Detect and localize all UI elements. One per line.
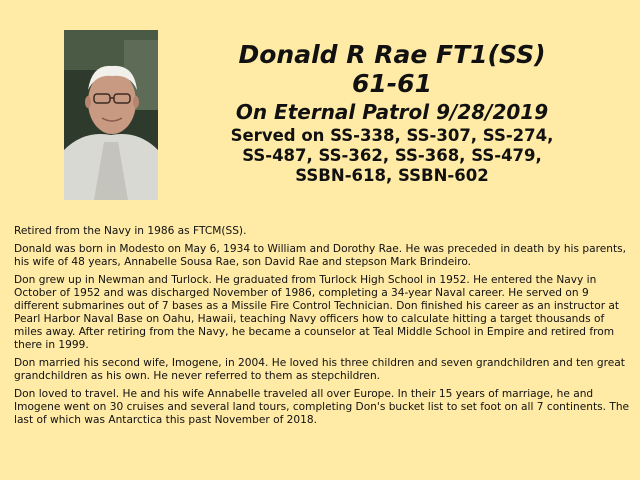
bio-paragraph: Don loved to travel. He and his wife Annabelle traveled all over Europe. In their 15 years of marriage, he and Imogene went on 30 cruises and several land tours, completing Don's bucket list to set foot on all 7 continents. The last of which was Antarctica this past November of 2018. — [14, 388, 630, 426]
hull-number: 61-61 — [352, 69, 432, 98]
member-name: Donald R Rae FT1(SS) — [238, 40, 546, 69]
bio-paragraph: Retired from the Navy in 1986 as FTCM(SS). — [14, 225, 247, 237]
eternal-patrol-date: On Eternal Patrol 9/28/2019 — [235, 100, 549, 124]
served-line: SSBN-618, SSBN-602 — [295, 166, 489, 185]
served-line: SS-487, SS-362, SS-368, SS-479, — [242, 146, 542, 165]
served-line: Served on SS-338, SS-307, SS-274, — [230, 126, 554, 145]
bio-paragraph: Don grew up in Newman and Turlock. He graduated from Turlock High School in 1952. He entered the Navy in October of 1952 and was discharged November of 1986, completing a 34-year Naval career. He served on 9 different submarines out of 7 bases as a Missile Fire Control Technician. Don finished his career as an instructor at Pearl Harbor Naval Base on Oahu, Hawaii, teaching Navy officers how to calculate hitting a target thousands of miles away. After retiring from the Navy, he became a counselor at Teal Middle School in Empire and retired from there in 1999. — [14, 274, 620, 351]
bio-paragraph: Donald was born in Modesto on May 6, 1934 to William and Dorothy Rae. He was preceded in death by his parents, his wife of 48 years, Annabelle Sousa Rae, son David Rae and stepson Mark Brindeiro. — [14, 243, 626, 268]
served-on-list — [172, 126, 612, 186]
bio-paragraph: Don married his second wife, Imogene, in 2004. He loved his three children and seven grandchildren and ten great grandchildren as his own. He never referred to them as stepchildren. — [14, 357, 625, 382]
portrait-photo — [64, 30, 158, 200]
portrait-image — [64, 30, 158, 200]
header — [172, 40, 612, 186]
biography — [14, 225, 634, 432]
